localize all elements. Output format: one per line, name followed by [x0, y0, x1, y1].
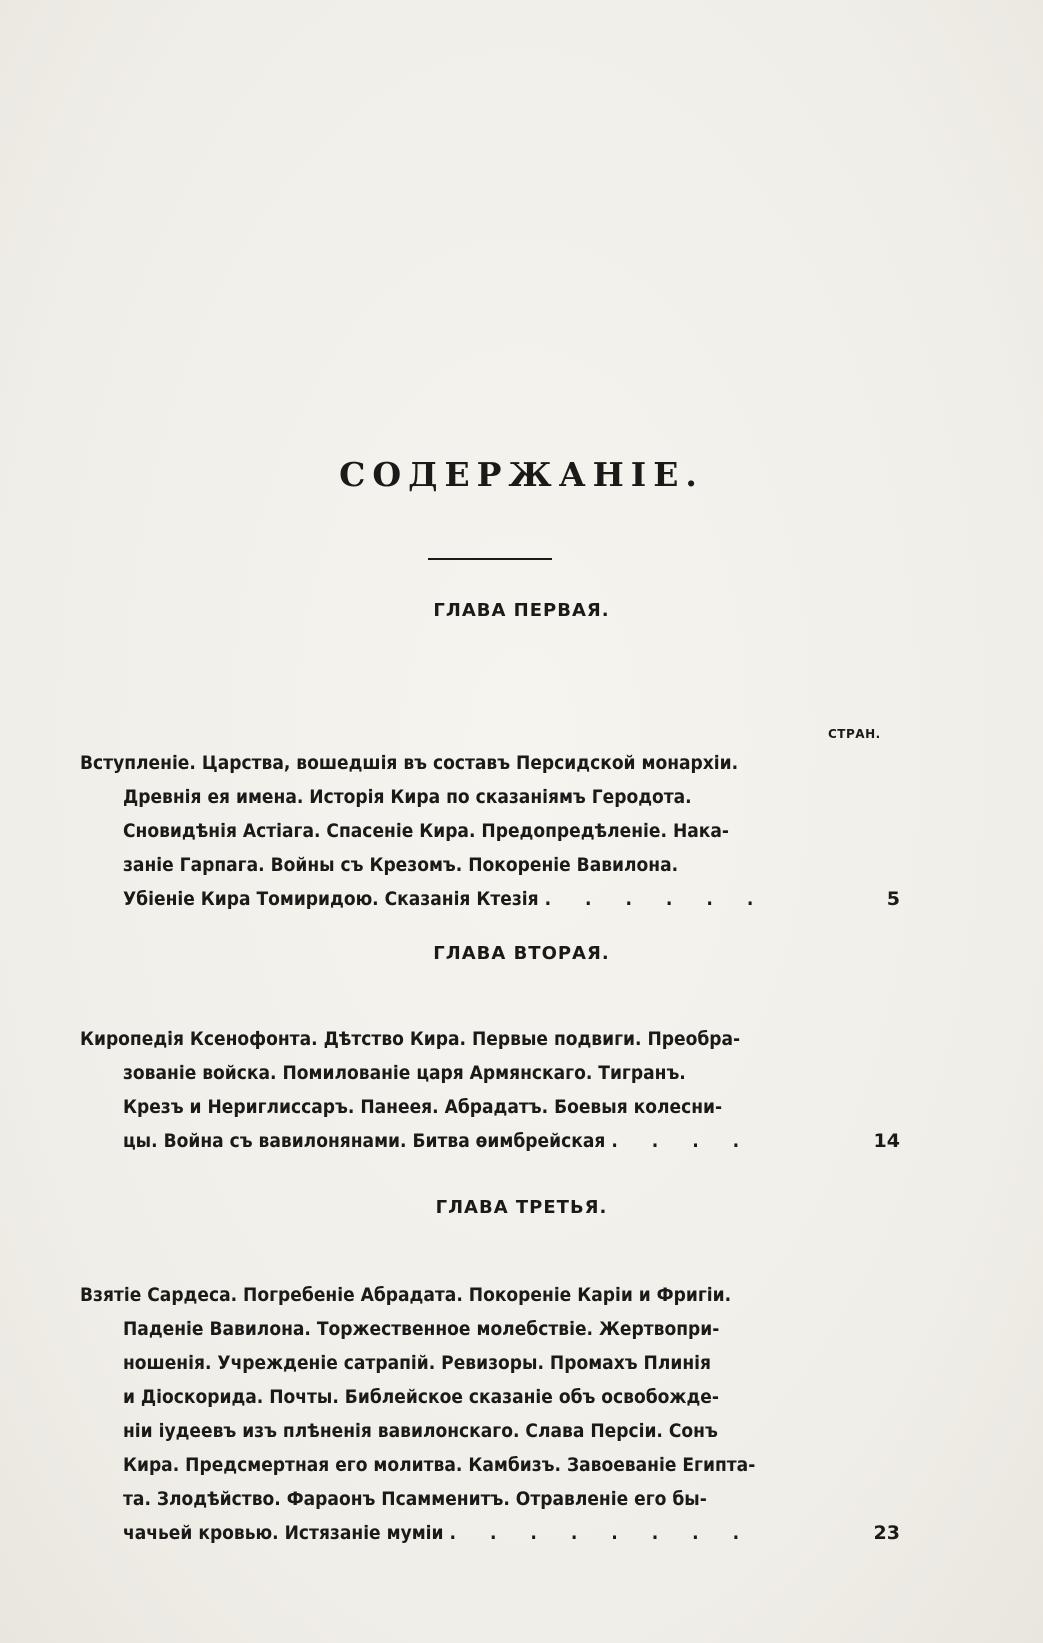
- toc-page-number: 5: [886, 888, 900, 910]
- toc-line: Киропедія Ксенофонта. Дѣтство Кира. Первые подвиги. Преобра-: [80, 1028, 741, 1050]
- toc-line-text: цы. Война съ вавилонянами. Битва ѳимбрейская: [123, 1130, 606, 1152]
- page-column-label: СТРАН.: [828, 727, 881, 741]
- toc-line: заніе Гарпага. Войны съ Крезомъ. Покореніе Вавилона.: [123, 854, 679, 876]
- toc-line: Крезъ и Нериглиссаръ. Панеея. Абрадатъ. Боевыя колесни-: [123, 1096, 723, 1118]
- page-title: СОДЕРЖАНІЕ.: [339, 455, 704, 494]
- toc-line: та. Злодѣйство. Фараонъ Псамменитъ. Отравленіе его бы-: [123, 1488, 707, 1510]
- toc-line: зованіе войска. Помилованіе царя Армянскаго. Тигранъ.: [123, 1062, 686, 1084]
- chapter-heading-1: ГЛАВА ПЕРВАЯ.: [433, 600, 610, 621]
- toc-entry-3[interactable]: [80, 1278, 900, 1554]
- toc-line: Кира. Предсмертная его молитва. Камбизъ. Завоеваніе Египта-: [123, 1454, 756, 1476]
- toc-line: Древнія ея имена. Исторія Кира по сказаніямъ Геродота.: [123, 786, 692, 808]
- toc-line: Сновидѣнія Астіага. Спасеніе Кира. Предопредѣленіе. Нака-: [123, 820, 730, 842]
- toc-entry-1[interactable]: [80, 746, 900, 921]
- toc-line: ніи іудеевъ изъ плѣненія вавилонскаго. Слава Персіи. Сонъ: [123, 1420, 718, 1442]
- dot-leader: . . . . . . . .: [449, 1522, 754, 1544]
- toc-line: ношенія. Учрежденіе сатрапій. Ревизоры. Промахъ Плинія: [123, 1352, 711, 1374]
- dot-leader: . . . . . .: [544, 888, 768, 910]
- chapter-heading-2: ГЛАВА ВТОРАЯ.: [433, 943, 610, 964]
- toc-line: Вступленіе. Царства, вошедшія въ составъ Персидской монархіи.: [80, 752, 739, 774]
- toc-line-last: [123, 1124, 753, 1158]
- toc-line: и Діоскорида. Почты. Библейское сказаніе объ освобожде-: [123, 1386, 719, 1408]
- title-rule: [428, 558, 552, 560]
- dot-leader: . . . .: [611, 1130, 754, 1152]
- toc-line-text: чачьей кровью. Истязаніе муміи: [123, 1522, 444, 1544]
- chapter-heading-3: ГЛАВА ТРЕТЬЯ.: [435, 1197, 608, 1218]
- toc-line: Взятіе Сардеса. Погребеніе Абрадата. Покореніе Каріи и Фригіи.: [80, 1284, 732, 1306]
- toc-entry-2[interactable]: [80, 1022, 900, 1162]
- toc-page-number: 23: [873, 1522, 900, 1544]
- toc-line: Паденіе Вавилона. Торжественное молебствіе. Жертвопри-: [123, 1318, 720, 1340]
- toc-line-last: [123, 1516, 753, 1550]
- toc-line-last: [123, 882, 767, 916]
- toc-line-text: Убіеніе Кира Томиридою. Сказанія Ктезія: [123, 888, 539, 910]
- toc-page-number: 14: [873, 1130, 900, 1152]
